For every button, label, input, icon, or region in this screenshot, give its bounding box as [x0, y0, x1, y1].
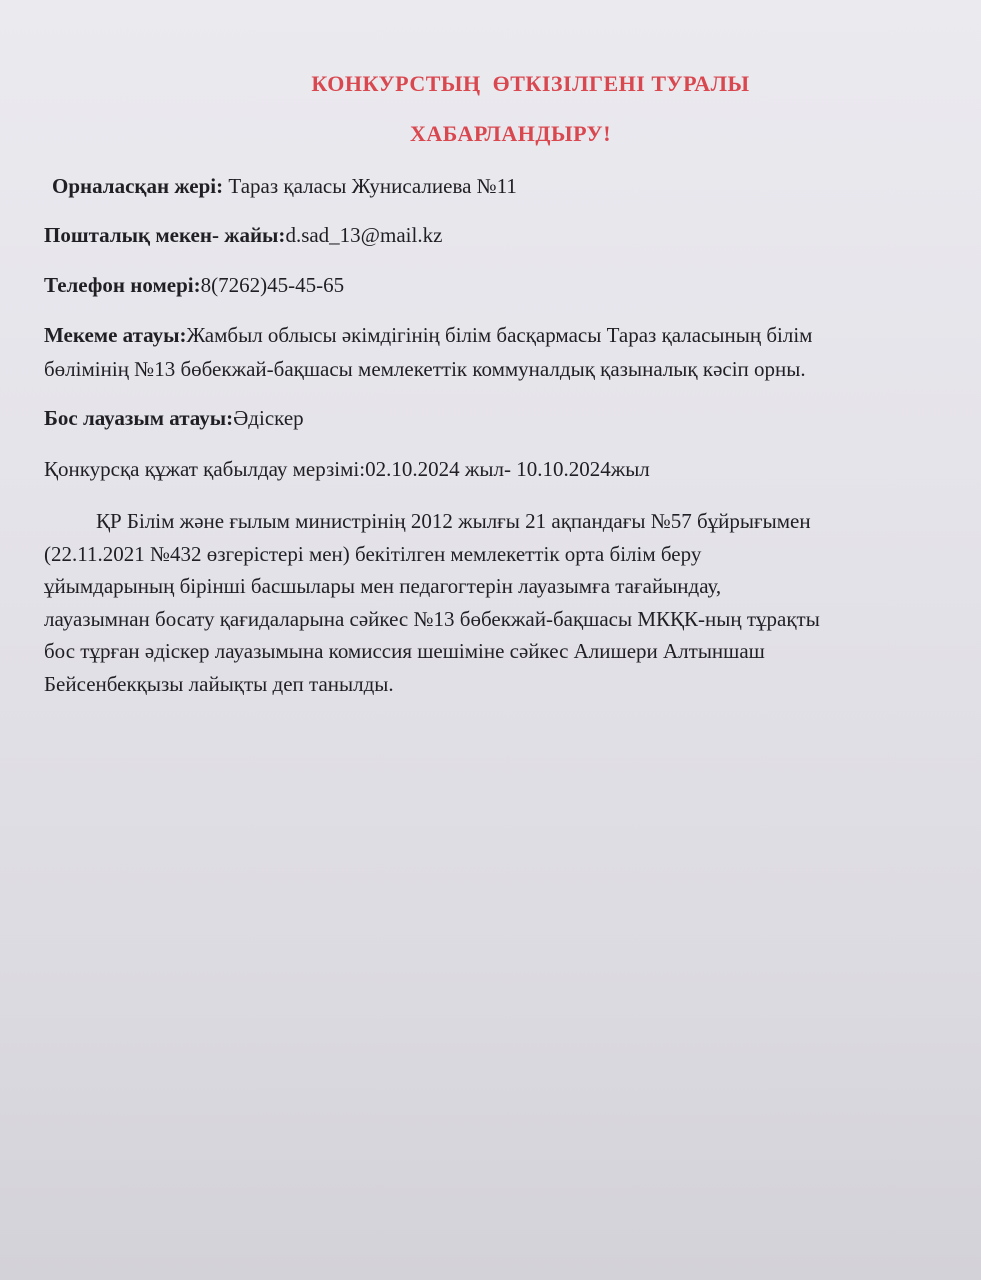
vacancy-field	[44, 401, 304, 435]
location-value: Тараз қаласы Жунисалиева №11	[223, 174, 517, 198]
paragraph-line: (22.11.2021 №432 өзгерістері мен) бекітілген мемлекеттік орта білім беру	[44, 541, 702, 566]
vacancy-value: Әдіскер	[233, 406, 304, 430]
document-title-line2: ХАБАРЛАНДЫРУ!	[409, 121, 612, 146]
organization-value-line1: Жамбыл облысы әкімдігінің білім басқармасы Тараз қаласының білім	[186, 323, 813, 347]
paragraph-line: лауазымнан босату қағидаларына сәйкес №13 бөбекжай-бақшасы МКҚК-ның тұрақты	[44, 606, 820, 631]
document-title-line1: КОНКУРСТЫҢ ӨТКІЗІЛГЕНІ ТУРАЛЫ	[311, 71, 750, 96]
vacancy-label: Бос лауазым атауы:	[44, 406, 234, 430]
organization-value-line2: бөлімінің №13 бөбекжай-бақшасы мемлекеттік коммуналдық қазыналық кәсіп орны.	[44, 357, 806, 381]
phone-value: 8(7262)45-45-65	[200, 273, 345, 297]
organization-field	[44, 318, 974, 352]
deadline-text: Қонкурсқа құжат қабылдау мерзімі:02.10.2024 жыл- 10.10.2024жыл	[44, 457, 650, 481]
decision-paragraph	[44, 505, 974, 700]
phone-field	[44, 268, 344, 302]
email-value: d.sad_13@mail.kz	[285, 223, 443, 247]
phone-label: Телефон номері:	[44, 273, 201, 297]
email-field	[44, 218, 442, 252]
location-field	[52, 169, 517, 203]
paragraph-line: ҚР Білім және ғылым министрінің 2012 жылғы 21 ақпандағы №57 бұйрығымен	[96, 509, 811, 533]
paragraph-line: Бейсенбекқызы лайықты деп танылды.	[44, 671, 394, 696]
paragraph-line: бос тұрған әдіскер лауазымына комиссия шешіміне сәйкес Алишери Алтыншаш	[44, 639, 765, 663]
organization-label: Мекеме атауы:	[44, 323, 187, 347]
paragraph-line: ұйымдарының бірінші басшылары мен педагогтерін лауазымға тағайындау,	[44, 574, 722, 598]
email-label: Пошталық мекен- жайы:	[44, 223, 286, 247]
location-label: Орналасқан жері:	[52, 174, 224, 198]
